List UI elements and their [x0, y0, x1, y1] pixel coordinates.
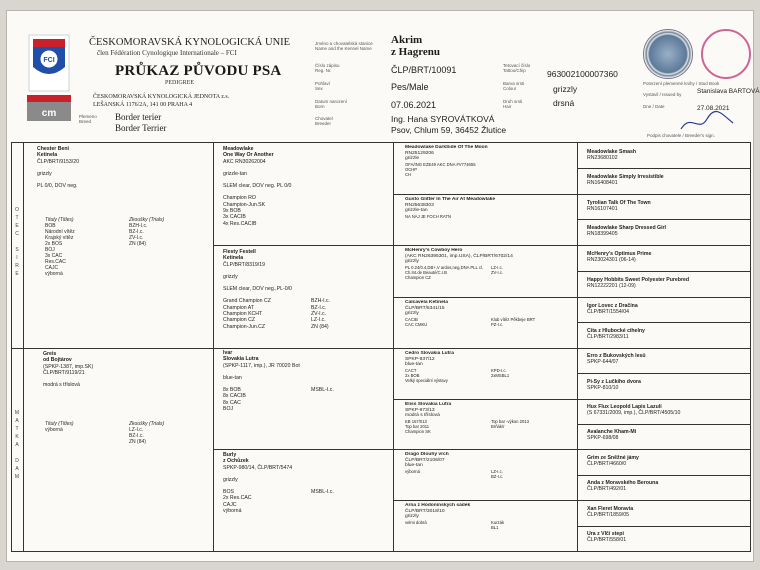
dog-name: Cedro Slovakia Lutra: [405, 351, 454, 356]
exam-entry: BZH-I.c.: [129, 223, 148, 229]
dog-health: SLEM clear, DOV neg. PL 0/0: [223, 183, 292, 190]
dog-kennel: Slovakia Lutra: [223, 356, 259, 363]
dam-reg2: ČLP/BRT/9119/21: [43, 369, 85, 376]
great-grandparent-cell: [405, 452, 573, 479]
title-entry: Krajský vítěz: [45, 235, 74, 241]
great-great-grandparent-cell: [587, 200, 747, 213]
title-entry: Champion-Jun.CZ: [223, 323, 266, 330]
dog-reg: SPKP-698/08: [587, 435, 619, 442]
side-letter: M: [14, 474, 20, 480]
dog-reg: ČLP/BRT/2983/11: [587, 334, 629, 341]
title-entry: BOJ: [223, 406, 234, 413]
dog-reg: ČLP/BRT/1859/05: [587, 512, 630, 519]
dog-name: Meadowlake DarkSide Of The Moon: [405, 145, 488, 150]
dog-reg: ČLP/BRT/8319/19: [223, 261, 266, 268]
title-entry: OCHP: [405, 166, 418, 172]
grandparent-cell: [223, 350, 389, 412]
breeder-name: Ing. Hana SYROVÁTKOVÁ: [391, 114, 495, 124]
dog-color: blue-tan: [405, 362, 423, 368]
dam-reg: (SPKP-1387, imp.SK): [43, 363, 94, 370]
title-entry: CACIB: [405, 316, 418, 322]
side-letter: E: [15, 223, 19, 229]
dog-reg: ČLP/BRT/4660/0: [587, 461, 627, 468]
dog-kennel: z Ochůzek: [223, 458, 249, 465]
title-entry: KB 157/013: [405, 418, 427, 424]
exam-entry: ZN (84): [129, 439, 146, 445]
title-entry: Ch.Int.de Beauté/C.I.B: [405, 269, 447, 275]
sex-label-en: Sex: [315, 86, 323, 91]
official-seal-icon: [701, 29, 751, 79]
title-entry: NA NAJ JE FOCH RATN: [405, 213, 451, 219]
dog-reg: RN16107401: [587, 206, 618, 213]
great-great-grandparent-cell: [587, 303, 747, 316]
dog-name: Burly: [223, 452, 237, 458]
exam-entry: ZV-I.c.: [491, 269, 504, 275]
coat-label-en: Hair: [503, 104, 512, 109]
great-great-grandparent-cell: [587, 225, 747, 238]
great-great-grandparent-cell: [587, 429, 747, 442]
title-entry: BOB: [45, 223, 56, 229]
dog-color: grizzle-tan: [223, 170, 247, 177]
document-title: PRŮKAZ PŮVODU PSA: [115, 63, 282, 79]
great-great-grandparent-cell: [587, 506, 747, 519]
dog-reg: SPKP-980/14, ČLP/BRT/5474: [223, 464, 293, 471]
side-letter: S: [15, 247, 19, 253]
side-letter: O: [15, 207, 19, 213]
exam-entry: BZ-I.c.: [129, 433, 144, 439]
dog-color: grizzly: [405, 259, 419, 265]
dam-cell: [43, 351, 209, 388]
name-label-en: Name and the Kennel Name: [315, 46, 372, 51]
dob-label-en: Born: [315, 104, 325, 109]
side-letter: A: [15, 418, 19, 424]
dog-name: Cita z Hlubocké cihelny: [587, 328, 645, 334]
dog-reg: (S 67331/2009, imp.), ČLP/BRT/4505/10: [587, 410, 681, 417]
title-entry: Champion CZ: [223, 317, 256, 324]
dog-color: grizzle: [405, 156, 420, 162]
color-label-en: Colour: [503, 86, 517, 91]
title-entry: 8x CAC: [223, 399, 241, 406]
title-entry: Národní vítěz: [45, 229, 75, 235]
great-great-grandparent-cell: [587, 328, 747, 341]
fci-cmku-logo-icon: [23, 33, 75, 131]
dog-reg: (SPKP-1117, imp.), JR 70020 Bot: [223, 362, 300, 369]
grandparent-cell: [223, 452, 389, 514]
title-entry: Velký speciální výstavy: [405, 377, 448, 383]
sire-name: Chester Beni: [37, 146, 69, 152]
dob-value: 07.06.2021: [391, 100, 437, 110]
side-letter: T: [15, 426, 19, 432]
title-entry: 2x BOS: [45, 241, 63, 247]
dog-name: Calcavela Ketinela: [405, 300, 448, 305]
dog-color: grizzle-tan: [405, 208, 428, 214]
breeder-label-cz: Chovatel: [315, 116, 333, 121]
title-entry: 3x CACIB: [223, 214, 246, 221]
dog-color: blue-tan: [223, 374, 242, 381]
breed-en: Border Terrier: [115, 123, 167, 133]
exam-entry: PZ-I.c.: [491, 321, 504, 327]
issue-date: 27.08.2021: [697, 105, 730, 112]
dog-name: Anda z Moravského Berouna: [587, 480, 659, 486]
exam-entry: Kurzák: [491, 519, 505, 525]
dog-reg: RN23024301 (06-14): [587, 257, 636, 264]
dog-kennel: Ketinela: [223, 255, 244, 262]
fci-member: člen Fédération Cynologique Internationale – FCI: [97, 49, 237, 57]
document-subtitle: PEDIGREE: [165, 80, 194, 86]
breed-label-en: Breed: [79, 119, 92, 124]
tattoo-label-en: Tattoo/Chip: [503, 68, 526, 73]
exam-entry: KPD-I.c.: [491, 367, 507, 373]
great-grandparent-cell: [405, 197, 573, 219]
grandparent-cell: [223, 249, 389, 330]
exam-entry: Top bar -výkon 2013: [491, 418, 529, 424]
title-entry: Champion SK: [405, 428, 431, 434]
dam-color: modrá s tříslová: [43, 382, 80, 389]
title-entry: CH: [405, 171, 412, 177]
title-entry: výborná: [223, 508, 242, 515]
title-entry: výborná: [45, 271, 63, 277]
exam-entry: BZ-I.c.: [491, 473, 504, 479]
dog-name: Ura z Vlčí stepi: [587, 531, 624, 537]
exam-entry: LZ-I.c.: [491, 264, 503, 270]
title-entry: velmi dobrá: [405, 519, 427, 525]
breeder-address: Psov, Chlum 59, 36452 Žlutice: [391, 125, 507, 135]
side-letter: K: [15, 434, 19, 440]
signature-icon: [677, 109, 737, 135]
sire-titles-head: Tituly (Titles): [45, 217, 74, 223]
reg-number: ČLP/BRT/10091: [391, 65, 457, 75]
sex-label-cz: Pohlaví: [315, 81, 331, 86]
dog-name: Pi-Sy z Lučkiho dvora: [587, 379, 641, 385]
exam-entry: BZ-I.c.: [311, 304, 327, 311]
dog-reg: SPKP-810/10: [587, 385, 619, 392]
exam-entry: BL1: [491, 524, 499, 530]
dog-name: Flesty Festell: [223, 249, 256, 255]
reg-label-en: Reg. Nr.: [315, 68, 332, 73]
dog-color: blue-tan: [405, 463, 423, 469]
dog-reg: RN25129206: [405, 150, 434, 156]
dog-reg: ČLP/BRT/2106/07: [405, 457, 445, 463]
breed-cz: Border terier: [115, 112, 162, 122]
great-great-grandparent-cell: [587, 404, 747, 417]
exam-entry: ZV-I.c.: [129, 235, 144, 241]
association-line1: ČESKOMORAVSKÁ KYNOLOGICKÁ JEDNOTA z.s.: [93, 94, 230, 100]
title-entry: BOS: [223, 489, 234, 496]
side-letter: [12, 238, 22, 246]
exam-entry: Brňák/r: [491, 423, 505, 429]
association-line2: LEŠANSKÁ 1176/2A, 141 00 PRAHA 4: [93, 102, 193, 108]
great-great-grandparent-cell: [587, 174, 747, 187]
dog-reg: ČLP/BRT/3018/10: [405, 508, 445, 514]
title-entry: Res.CAC: [45, 259, 66, 265]
great-grandparent-cell: [405, 145, 573, 177]
sire-cell: [37, 146, 209, 189]
title-entry: Champion RO: [223, 195, 256, 202]
dam-name: Greis: [43, 351, 57, 357]
dog-name-line1: Akrim: [391, 34, 423, 46]
great-great-grandparent-cell: [587, 379, 747, 392]
title-entry: 3x CAC: [45, 253, 63, 259]
issue-date-label: Dne / Date: [643, 104, 665, 109]
dog-name: McHenry's Cowboy Hero: [405, 248, 463, 253]
exam-entry: LZ-I.c.: [129, 427, 144, 433]
sex-value: Pes/Male: [391, 82, 429, 92]
title-entry: 2x BOB: [405, 372, 420, 378]
title-entry: výborná: [405, 468, 420, 474]
exam-entry: LZ-I.c.: [311, 317, 326, 324]
title-entry: CAC CMKU: [405, 321, 428, 327]
exam-entry: Klub vítěz Pěkbeje BRT: [491, 316, 536, 322]
title-entry: 4x Res.CACIB: [223, 220, 257, 227]
dob-label-cz: Datum narození: [315, 99, 348, 104]
side-letter: R: [15, 263, 19, 269]
svg-text:FCI: FCI: [43, 57, 55, 64]
dam-side-label: [12, 409, 22, 481]
title-entry: BOJ: [45, 247, 55, 253]
great-grandparent-cell: [405, 248, 573, 280]
dog-name: Xan Fleret Moravia: [587, 506, 634, 512]
dog-reg: RN23680102: [587, 155, 618, 162]
exam-entry: MSBL-I.c.: [311, 489, 334, 496]
org-name: ČESKOMORAVSKÁ KYNOLOGICKÁ UNIE: [89, 37, 291, 48]
exam-entry: LZ-I.c.: [491, 468, 503, 474]
sire-kennel: Ketinela: [37, 152, 58, 159]
svg-text:cm: cm: [41, 108, 57, 119]
dog-reg: ČLP/BRT/1554/04: [587, 309, 630, 316]
dog-name: Drago Dlouhý vrch: [405, 452, 449, 457]
dog-reg: RN18399405: [587, 231, 618, 238]
title-entry: 9x BOB: [223, 208, 241, 215]
side-letter: I: [16, 255, 18, 261]
breeder-signature-label: Podpis chovatele / Breeder's sign.: [647, 133, 715, 138]
title-entry: CACT: [405, 367, 417, 373]
dog-color: grizzly: [405, 311, 419, 317]
breed-label-cz: Plemeno: [79, 114, 97, 119]
sire-color: grizzly: [37, 170, 52, 177]
dam-titles-head: Tituly (Titles): [45, 421, 74, 427]
title-entry: OFA/ING EZE49 AKC DNA #V774655: [405, 161, 476, 167]
dog-name: Tyrolian Talk Of The Town: [587, 200, 651, 206]
dog-reg: SPKP-644/07: [587, 359, 619, 366]
dog-name: Happy Hobbits Sweet Polyester Purebred: [587, 277, 690, 283]
dog-kennel: One Way Or Another: [223, 152, 274, 159]
dog-color: grizzly: [223, 273, 238, 280]
dog-reg: AKC RN30262004: [223, 158, 266, 165]
stud-book-stamp-icon: [643, 29, 693, 79]
dog-name: Meadowlake: [223, 146, 254, 152]
grandparent-cell: [223, 146, 389, 227]
dog-name: Meadowlake Simply Irresistible: [587, 174, 664, 180]
dog-name-line2: z Hagrenu: [391, 46, 440, 58]
sire-titles-list: [45, 223, 75, 277]
title-entry: Grand Champion CZ: [223, 298, 271, 305]
title-entry: Champion AT: [223, 304, 255, 311]
great-grandparent-cell: [405, 503, 573, 530]
side-letter: [12, 449, 22, 457]
tattoo-label-cz: Tetovací číslo: [503, 63, 531, 68]
dog-name: Igor Lovec z Dračína: [587, 303, 638, 309]
dog-name: Avalanche Kham-Mi: [587, 429, 637, 435]
dog-name: McHenry's Optimus Prime: [587, 251, 652, 257]
great-grandparent-cell: [405, 300, 573, 327]
sire-reg: ČLP/BRT/9153/20: [37, 158, 80, 165]
dog-name: Hux Flux Leopold Lapis Lazuli: [587, 404, 662, 410]
side-letter: T: [15, 215, 19, 221]
title-entry: Champion-Jun.SK: [223, 201, 266, 208]
side-letter: D: [15, 458, 19, 464]
dog-name: Meadowlake Sharp Dressed Girl: [587, 225, 666, 231]
dog-color: grizzly: [405, 514, 419, 520]
title-entry: 8x BOB: [223, 387, 241, 394]
title-entry: Champion KCHT: [223, 311, 263, 318]
title-entry: Champion CZ: [405, 274, 431, 280]
great-great-grandparent-cell: [587, 277, 747, 290]
sire-exams-head: Zkoušky (Trials): [129, 217, 165, 223]
issued-by-label: Vystavil / Issued by: [643, 92, 682, 97]
dog-name: Erro z Bukovských lesů: [587, 353, 646, 359]
exam-entry: ZV-I.c.: [311, 311, 326, 318]
side-letter: C: [15, 231, 19, 237]
title-entry: PL 0.24/0.4,DB+,V ardos,neg,DNA PLL cl.: [405, 264, 484, 270]
great-great-grandparent-cell: [587, 251, 747, 264]
coat-type: drsná: [553, 98, 575, 108]
sire-exams-list: [129, 223, 147, 247]
dog-name: Grim ze Sněžné jámy: [587, 455, 639, 461]
dog-color: modrá s tříslová: [405, 413, 440, 419]
dog-reg: SPKP-973/13: [405, 407, 435, 413]
exam-entry: BZ-I.c.: [129, 229, 144, 235]
great-grandparent-cell: [405, 351, 573, 383]
dog-reg: RN16408401: [587, 180, 618, 187]
dog-reg: ČLP/BRT/492/01: [587, 486, 627, 493]
issued-by-name: Stanislava BARTOVÁ: [697, 88, 760, 95]
pedigree-certificate: [6, 10, 760, 562]
dam-kennel: od Bojtárov: [43, 357, 72, 364]
dam-titles-list: [45, 427, 63, 433]
dog-reg: RN25638303: [405, 202, 434, 208]
chip-number: 963002100007360: [547, 69, 618, 79]
dog-name: Arna z Hodonínských sádek: [405, 503, 471, 508]
exam-entry: ZN (84): [129, 241, 146, 247]
title-entry: Top bar 2011: [405, 423, 430, 429]
sire-side-label: [12, 206, 22, 278]
exam-entry: MSBL-I.c.: [311, 387, 334, 394]
side-letter: A: [15, 442, 19, 448]
dog-color: grizzly: [223, 476, 238, 483]
great-grandparent-cell: [405, 402, 573, 434]
great-great-grandparent-cell: [587, 353, 747, 366]
dog-name: Ivar: [223, 350, 233, 356]
stud-book-label: Potvrzení plemenné knihy / Stud Book: [643, 81, 720, 86]
great-great-grandparent-cell: [587, 455, 747, 468]
title-entry: 2x Res.CAC: [223, 495, 252, 502]
dog-reg: (AKC RN26395301, imp.USA), ČLP/BRT/6702/14: [405, 253, 513, 259]
dam-exams-list: [129, 427, 146, 445]
side-letter: A: [15, 466, 19, 472]
title-entry: 8x CACIB: [223, 393, 246, 400]
side-letter: E: [15, 271, 19, 277]
dog-reg: RN12222201 (12-09): [587, 283, 636, 290]
exam-entry: 2xMSBL1: [491, 372, 510, 378]
title-entry: výborná: [45, 427, 63, 433]
side-letter: M: [14, 410, 20, 416]
dog-reg: ČLP/BRT/558/01: [587, 537, 627, 544]
color-label-cz: Barva srsti: [503, 81, 525, 86]
great-great-grandparent-cell: [587, 480, 747, 493]
dog-health: SLEM clear, DOV neg.,PL-0/0: [223, 286, 292, 293]
coat-color: grizzly: [553, 84, 578, 94]
dam-exams-head: Zkoušky (Trials): [129, 421, 165, 427]
sire-health: PL 0/0, DOV neg.: [37, 183, 78, 190]
dog-name: Eliss Slovakia Lutra: [405, 402, 452, 407]
great-great-grandparent-cell: [587, 149, 747, 162]
great-great-grandparent-cell: [587, 531, 747, 544]
title-entry: CAJC: [223, 501, 237, 508]
exam-entry: BZH-I.c.: [311, 298, 331, 305]
dog-name: Gusto Glitter In The Air At Meadowlake: [405, 197, 496, 202]
coat-label-cz: Druh srsti: [503, 99, 523, 104]
dog-reg: SPKP-937/12: [405, 356, 435, 362]
reg-label-cz: Číslo zápisu: [315, 63, 340, 68]
name-label-cz: Jméno a chovatelská stanice: [315, 41, 373, 46]
breeder-label-en: Breeder: [315, 121, 332, 126]
dog-reg: ČLP/BRT/5341/15: [405, 305, 445, 311]
title-entry: CAJC: [45, 265, 59, 271]
dog-name: Meadowlake Smash: [587, 149, 637, 155]
exam-entry: ZN (84): [311, 323, 329, 330]
